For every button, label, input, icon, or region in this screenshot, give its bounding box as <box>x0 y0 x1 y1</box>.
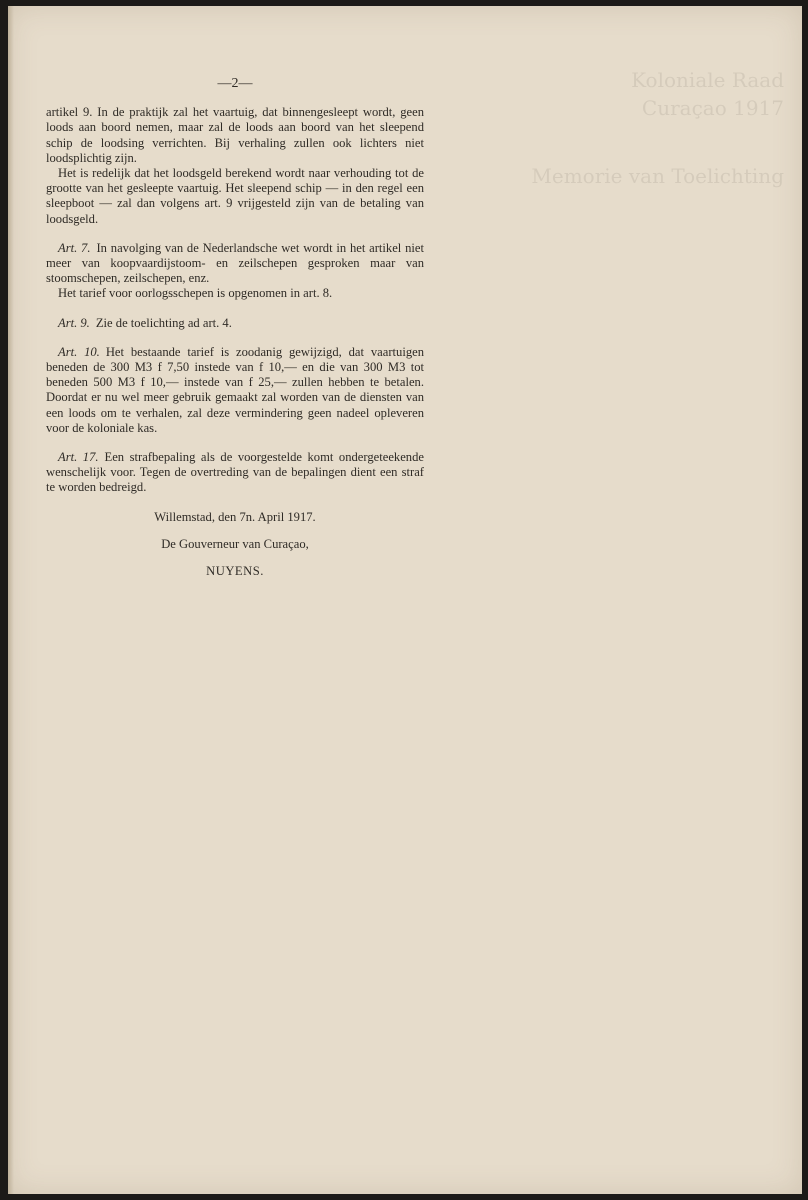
article-17-text: Een strafbepaling als de voorgestelde komt ondergeteekende wenschelijk voor. Tegen de overtreding van de bepalingen dient een straf te worden bedreigd. <box>46 450 424 495</box>
signoff-title: De Gouverneur van Curaçao, <box>161 536 309 551</box>
paragraph-intro-1: artikel 9. In de praktijk zal het vaartuig, dat binnengesleept wordt, geen loods aan boord nemen, maar zal de loods aan boord van het sleepend schip de loodsing verrichten. Bij verhaling zullen ook lichters niet loodsplichtig zijn. <box>46 105 424 165</box>
article-10 <box>46 345 424 436</box>
article-9-label: Art. 9. <box>58 315 90 330</box>
article-7-label: Art. 7. <box>58 240 91 255</box>
article-7 <box>46 241 424 287</box>
article-7-text: In navolging van de Nederlandsche wet wordt in het artikel niet meer van koopvaardijstoom- en zeilschepen gesproken maar van stoomschepen, zeilschepen, enz. <box>46 240 424 286</box>
article-10-text: Het bestaande tarief is zoodanig gewijzigd, dat vaartuigen beneden de 300 M3 f 7,50 instede van f 10,— en die van 300 M3 tot beneden 500 M3 f 10,— instede van f 25,— zullen hebben te betalen. Doordat er nu wel meer gebruik gemaakt zal worden van de diensten van een loods om te verhalen, zal deze vermindering geen nadeel opleveren voor de koloniale kas. <box>46 344 424 435</box>
document-page <box>8 6 802 1194</box>
article-9 <box>46 316 424 331</box>
signoff-name: NUYENS. <box>206 564 264 579</box>
paragraph-intro-2: Het is redelijk dat het loodsgeld berekend wordt naar verhouding tot de grootte van het gesleepte vaartuig. Het sleepend schip — in den regel een sleepboot — zal dan volgens art. 9 vrijgesteld zijn van de betaling van loodsgeld. <box>46 166 424 226</box>
bleed-through-text: Koloniale Raad Curaçao 1917 Memorie van Toelichting <box>531 68 784 188</box>
article-9-text: Zie de toelichting ad art. 4. <box>95 315 232 330</box>
document-body <box>46 76 424 579</box>
article-10-label: Art. 10. <box>58 344 100 359</box>
article-7-text-2: Het tarief voor oorlogsschepen is opgenomen in art. 8. <box>58 286 333 301</box>
scan-edge <box>8 6 14 1194</box>
article-17 <box>46 450 424 496</box>
signoff-place-date: Willemstad, den 7n. April 1917. <box>154 509 316 524</box>
article-17-label: Art. 17. <box>58 450 99 465</box>
page-number: —2— <box>217 76 253 91</box>
